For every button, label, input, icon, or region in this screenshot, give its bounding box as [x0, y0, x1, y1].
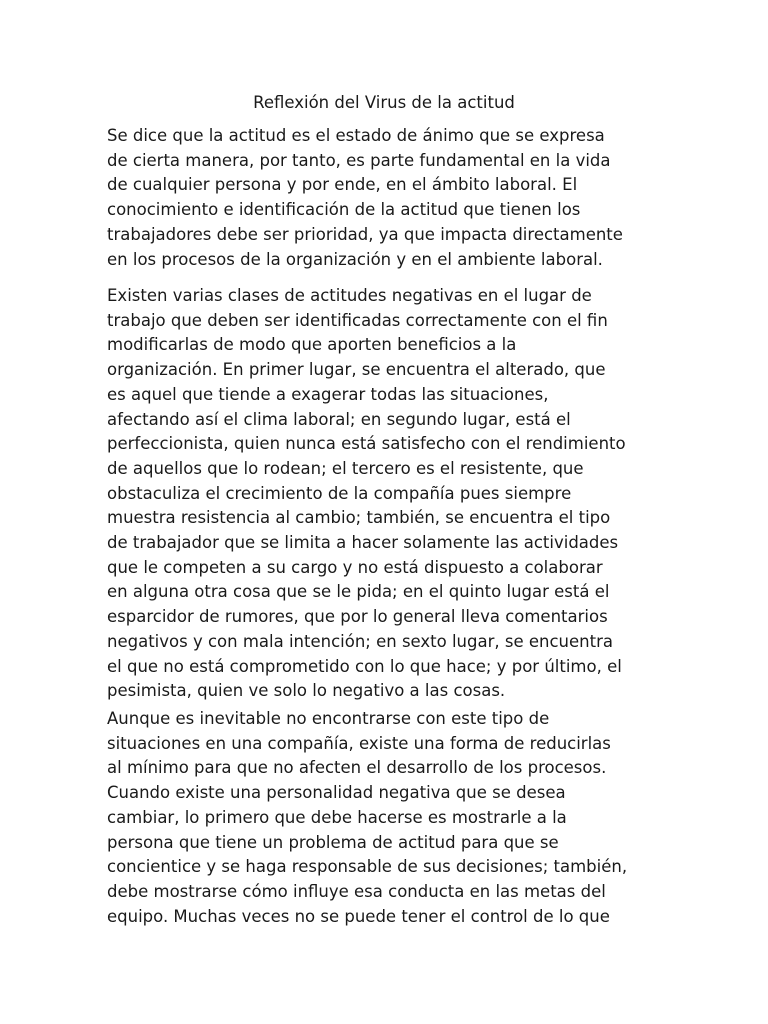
paragraph-line: al mínimo para que no afecten el desarrollo de los procesos.: [107, 758, 607, 778]
paragraph-line: muestra resistencia al cambio; también, se encuentra el tipo: [107, 508, 611, 528]
paragraph-line: negativos y con mala intención; en sexto lugar, se encuentra: [107, 631, 613, 651]
paragraph-line: Existen varias clases de actitudes negativas en el lugar de: [107, 286, 592, 305]
paragraph-line: cambiar, lo primero que debe hacerse es mostrarle a la: [107, 807, 567, 827]
paragraph-line: afectando así el clima laboral; en segundo lugar, está el: [107, 409, 571, 429]
paragraph-line: obstaculiza el crecimiento de la compañía pues siempre: [107, 483, 572, 503]
paragraph-line: modificarlas de modo que aporten beneficios a la: [107, 335, 517, 355]
paragraph-line: es aquel que tiende a exagerar todas las situaciones,: [107, 384, 549, 404]
paragraph-line: de trabajador que se limita a hacer solamente las actividades: [107, 533, 619, 553]
paragraph-line: equipo. Muchas veces no se puede tener el control de lo que: [107, 906, 610, 926]
paragraph-line: esparcidor de rumores, que por lo general lleva comentarios: [107, 607, 608, 627]
paragraph-line: organización. En primer lugar, se encuentra el alterado, que: [107, 360, 606, 380]
paragraph-3: [107, 707, 687, 929]
paragraph-line: Aunque es inevitable no encontrarse con este tipo de: [107, 709, 550, 728]
paragraph-line: concientice y se haga responsable de sus decisiones; también,: [107, 857, 628, 877]
paragraph-line: trabajadores debe ser prioridad, ya que impacta directamente: [107, 224, 623, 244]
paragraph-line: de cierta manera, por tanto, es parte fundamental en la vida: [107, 150, 611, 170]
paragraph-line: de cualquier persona y por ende, en el ámbito laboral. El: [107, 175, 578, 195]
paragraph-line: Cuando existe una personalidad negativa que se desea: [107, 783, 566, 803]
paragraph-1: [107, 124, 687, 272]
paragraph-line: persona que tiene un problema de actitud para que se: [107, 832, 559, 852]
paragraph-line: debe mostrarse cómo influye esa conducta en las metas del: [107, 881, 606, 901]
paragraph-line: situaciones en una compañía, existe una forma de reducirlas: [107, 733, 611, 753]
paragraph-line: Se dice que la actitud es el estado de ánimo que se expresa: [107, 126, 605, 145]
paragraph-line: en alguna otra cosa que se le pida; en el quinto lugar está el: [107, 582, 610, 602]
paragraph-line: en los procesos de la organización y en el ambiente laboral.: [107, 249, 603, 269]
paragraph-line: perfeccionista, quien nunca está satisfecho con el rendimiento: [107, 434, 626, 454]
paragraph-2: [107, 284, 687, 704]
paragraph-line: el que no está comprometido con lo que hace; y por último, el: [107, 656, 622, 676]
paragraph-line: trabajo que deben ser identificadas correctamente con el fin: [107, 310, 608, 330]
paragraph-line: conocimiento e identificación de la actitud que tienen los: [107, 200, 581, 220]
paragraph-line: de aquellos que lo rodean; el tercero es el resistente, que: [107, 458, 584, 478]
document-title: Reflexión del Virus de la actitud: [253, 93, 515, 112]
paragraph-line: que le competen a su cargo y no está dispuesto a colaborar: [107, 557, 603, 577]
paragraph-line: pesimista, quien ve solo lo negativo a las cosas.: [107, 681, 506, 701]
